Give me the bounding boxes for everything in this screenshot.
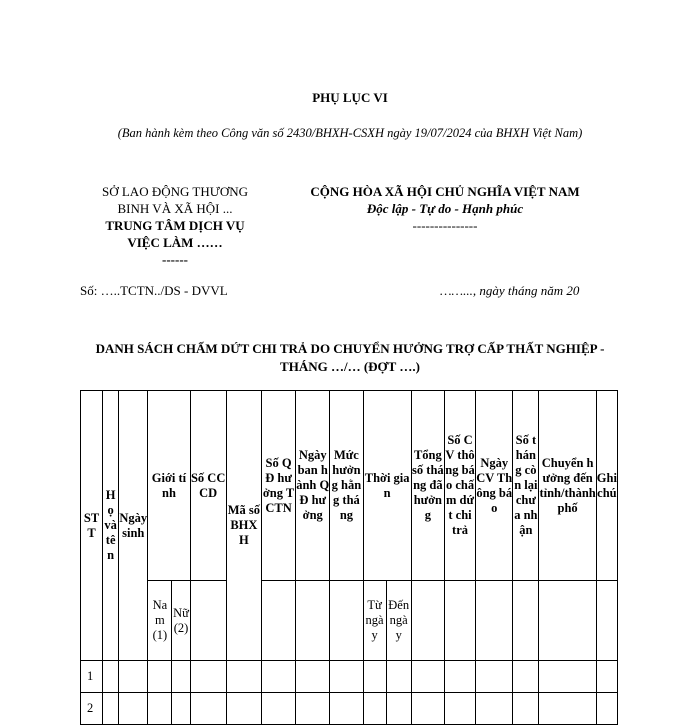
header-transfer: Chuyển hưởng đến tỉnh/thành phố xyxy=(539,391,596,581)
motto-rule: --------------- xyxy=(412,218,478,233)
subheader-blank xyxy=(411,581,444,661)
header-notice-no: Số CV thông báo chấm dứt chi trả xyxy=(444,391,475,581)
subheader-from: Từ ngày xyxy=(363,581,386,661)
subheader-blank xyxy=(596,581,617,661)
national-header-block xyxy=(280,183,610,234)
header-months-received: Tổng số tháng đã hưởng xyxy=(411,391,444,581)
national-motto: Độc lập - Tự do - Hạnh phúc xyxy=(366,201,524,216)
agency-line-1: SỞ LAO ĐỘNG THƯƠNG xyxy=(102,184,248,199)
table-row xyxy=(81,693,618,725)
subheader-blank xyxy=(444,581,475,661)
subheader-male: Nam (1) xyxy=(148,581,172,661)
header-issue-date: Ngày ban hành QĐ hưởng xyxy=(296,391,330,581)
header-bhxh: Mã số BHXH xyxy=(226,391,261,661)
center-line-1: TRUNG TÂM DỊCH VỤ xyxy=(105,218,245,233)
header-note: Ghi chú xyxy=(596,391,617,581)
subheader-blank xyxy=(539,581,596,661)
header-period: Thời gian xyxy=(363,391,411,581)
agency-line-2: BINH VÀ XÃ HỘI ... xyxy=(117,201,233,216)
termination-list-table xyxy=(80,390,618,725)
subheader-monthly-blank xyxy=(330,581,363,661)
subheader-blank xyxy=(513,581,539,661)
row-number: 2 xyxy=(81,693,103,725)
appendix-subtitle: (Ban hành kèm theo Công văn số 2430/BHXH-CSXH ngày 19/07/2024 của BHXH Việt Nam) xyxy=(117,126,583,140)
header-dob: Ngày sinh xyxy=(119,391,148,661)
header-months-remaining: Số tháng còn lại chưa nhận xyxy=(513,391,539,581)
subheader-cccd-blank xyxy=(190,581,226,661)
subheader-row xyxy=(81,581,618,661)
nation-name: CỘNG HÒA XÃ HỘI CHỦ NGHĨA VIỆT NAM xyxy=(310,184,580,199)
date-line: ……..., ngày tháng năm 20 xyxy=(440,283,580,298)
reference-number: Số: …..TCTN../DS - DVVL xyxy=(80,283,228,298)
table-row xyxy=(81,661,618,693)
agency-rule: ------ xyxy=(162,252,188,267)
subheader-to: Đến ngày xyxy=(386,581,411,661)
subheader-female: Nữ (2) xyxy=(172,581,190,661)
header-monthly: Mức hưởng hằng tháng xyxy=(330,391,363,581)
header-notice-date: Ngày CV Thông báo xyxy=(476,391,513,581)
subheader-blank xyxy=(476,581,513,661)
subheader-issue-blank xyxy=(296,581,330,661)
header-stt: STT xyxy=(81,391,103,661)
header-cccd: Số CCCD xyxy=(190,391,226,581)
center-line-2: VIỆC LÀM …… xyxy=(127,235,223,250)
header-decision: Số QĐ hưởng TCTN xyxy=(261,391,295,581)
issuing-agency-block xyxy=(80,183,270,268)
row-number: 1 xyxy=(81,661,103,693)
appendix-title: PHỤ LỤC VI xyxy=(312,90,388,105)
subheader-decision-blank xyxy=(261,581,295,661)
header-full-name: Họ và tên xyxy=(103,391,119,661)
header-row xyxy=(81,391,618,581)
list-title: DANH SÁCH CHẤM DỨT CHI TRẢ DO CHUYỂN HƯỞNG TRỢ CẤP THẤT NGHIỆP - THÁNG …/… (ĐỢT ….) xyxy=(95,341,605,374)
header-gender: Giới tính xyxy=(148,391,190,581)
